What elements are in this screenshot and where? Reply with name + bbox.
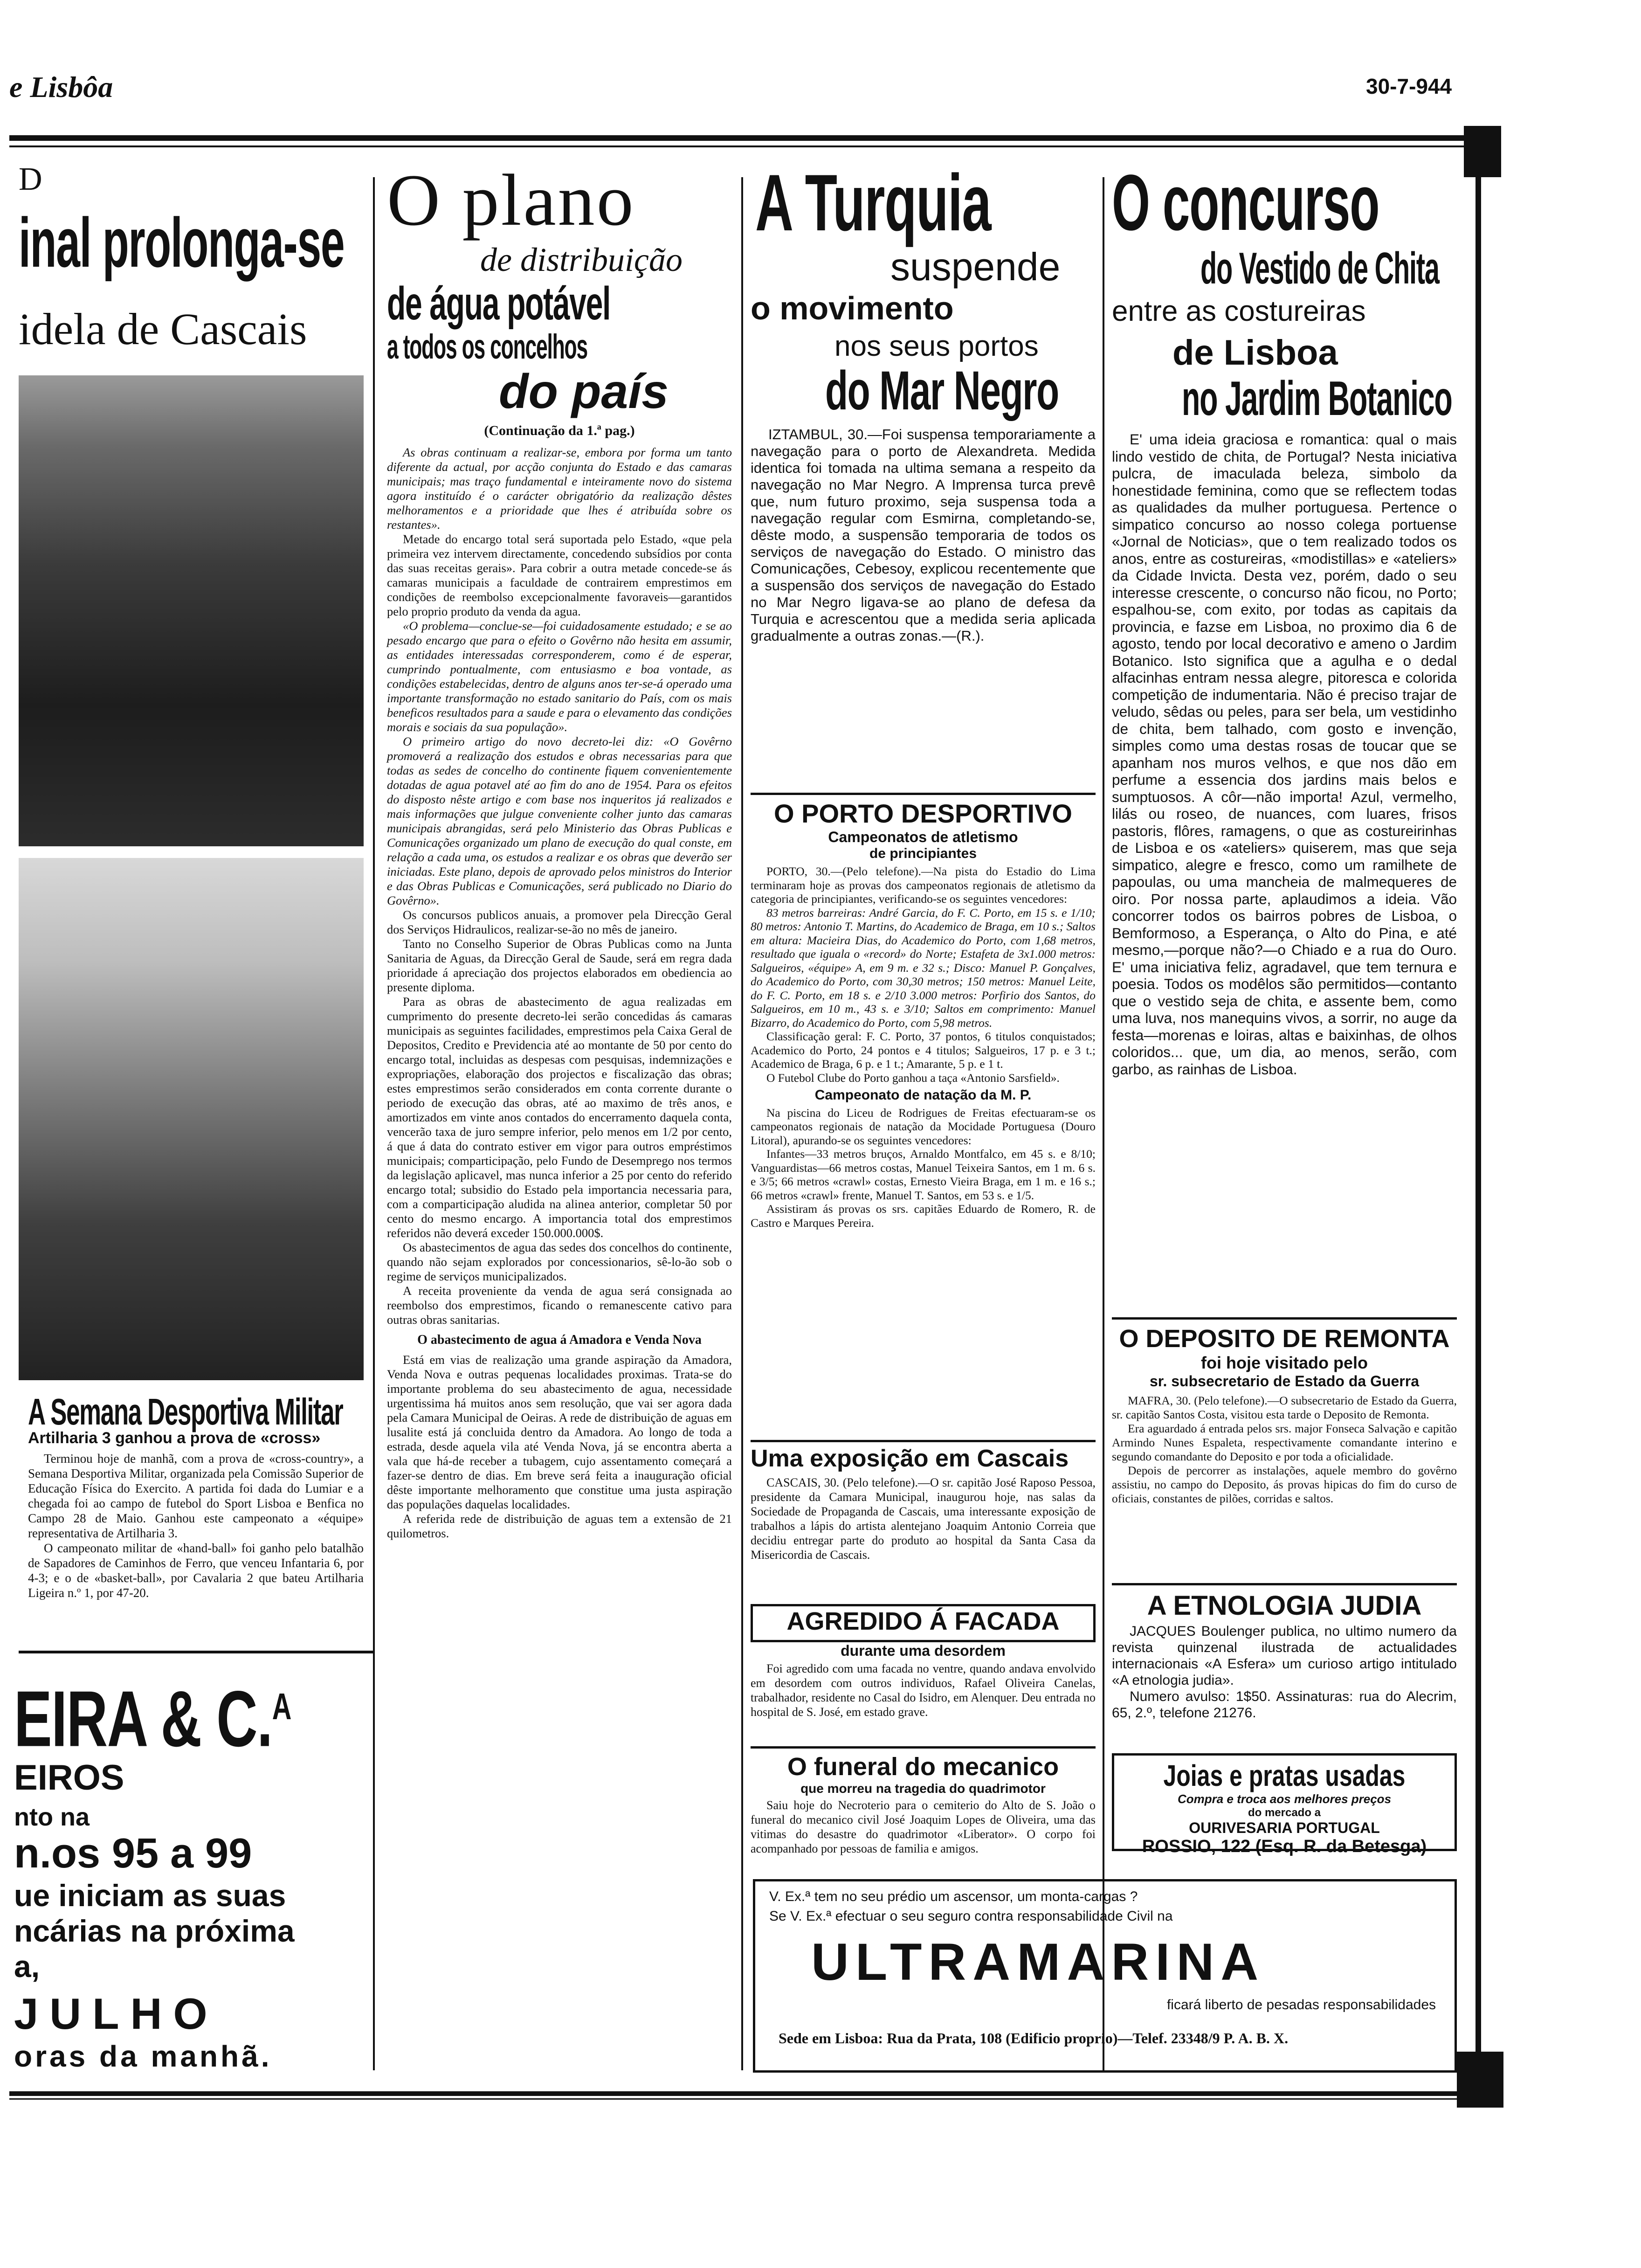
plano-paragraph: A referida rede de distribuição de aguas tem a extensão de 21 quilometros. <box>387 1512 732 1540</box>
porto-paragraph: O Futebol Clube do Porto ganhou a taça «Antonio Sarsfield». <box>766 1071 1060 1085</box>
plano-headline-5: do país <box>499 365 669 419</box>
ultramarina-tagline: ficará liberto de pesadas responsabilidades <box>1166 1997 1436 2012</box>
concurso-headline-4: de Lisboa <box>1172 333 1338 373</box>
top-rule-thin <box>9 145 1492 147</box>
plano-headline-3: de água potável <box>387 277 611 330</box>
ultramarina-address: Sede em Lisboa: Rua da Prata, 108 (Edificio proprio)—Telef. 23348/9 P. A. B. X. <box>779 2030 1289 2047</box>
porto-sub: Campeonatos de atletismo <box>828 829 1018 845</box>
porto-paragraph: Na piscina do Liceu de Rodrigues de Freitas efectuaram-se os campeonatos regionais de natação da Mocidade Portuguesa (Douro Litoral), apurando-se os seguintes vencedores: <box>751 1106 1096 1147</box>
plano-article <box>387 159 732 1541</box>
turquia-headline-5: do Mar Negro <box>825 360 1059 422</box>
plano-paragraph: Para as obras de abastecimento de agua realizadas em cumprimento do presente decreto-lei serão concedidas ás camaras municipais as seguintes facilidades, emprestimos pela Caixa Geral de Depositos, Credito e Previdencia até ao montante de 50 por cento do encargo total, incluidas as despesas com pesquisas, indemnizações e expropriações, elaboração dos projectos e fiscalização das obras; estes emprestimos serão considerados em conta corrente durante o periodo de execução das obras, até ao maximo de três anos, e amortizados em vinte anos contados do encerramento daquela conta, vencerão taxa de juro sempre inferior, pelo menos em 1/2 por cento, á que á data do contrato estiver em vigor para outros empréstimos municipais; comparticipação, pelo Fundo de Desemprego nos termos da legislação aplicavel, mas nunca inferior a 25 por cento do referido encargo total; subsidio do Estado pela importancia necessaria para, com a comparticipação aludida na alinea anterior, completar 50 por cento do mesmo encargo. A importancia total dos emprestimos referidos não deverá exceder 150.000.000$. <box>387 995 732 1240</box>
rule-funeral <box>751 1746 1096 1749</box>
joias-line: Compra e troca aos melhores preços <box>1177 1792 1392 1806</box>
plano-paragraph: Metade do encargo total será suportada pelo Estado, «que pela primeira vez intervem directamente, concedendo subsídios por conta das suas receitas gerais». Para cobrir a outra metade concede-se ás camaras municipais a faculdade de contrairem emprestimos em condições de reembolso excepcionalmente favoraveis—garantidos pelo proprio produto da venda da agua. <box>387 532 732 618</box>
ad-line: a, <box>14 1949 40 1984</box>
cascais-article <box>751 1445 1096 1562</box>
remonta-paragraph: Era aguardado á entrada pelos srs. major Fonseca Salvação e capitão Armindo Nunes Espaleta, respectivamente comandante interino e segundo comandante do Deposito e por toda a oficialidade. <box>1112 1422 1457 1463</box>
left-headline: inal prolonga-se <box>19 203 345 282</box>
porto-paragraph: Classificação geral: F. C. Porto, 37 pontos, 6 titulos conquistados; Academico do Porto, 24 pontos e 4 titulos; Salgueiros, 17 p. e 3 t.; Academico de Braga, 6 p. e 1 t.; Amarante, 5 p. e 1 t. <box>751 1030 1096 1071</box>
turquia-headline-2: suspende <box>890 245 1061 289</box>
plano-paragraph: «O problema—conclue-se—foi cuidadosamente estudado; e se ao pesado encargo que para o efeito o Govêrno não hesita em assumir, as entidades interessadas corresponderem, como é de esperar, cumprindo pontualmente, com entusiasmo e boa vontade, as condições estabelecidas, dentro de alguns anos ter-se-á operado uma importante transformação no estado sanitario do País, com os mais beneficos resultados para a saude e para o elevamento das condições morais e sociais da sua população». <box>387 619 732 734</box>
ad-line: nto na <box>14 1803 90 1831</box>
ad-line: ncárias na próxima <box>14 1913 295 1948</box>
waterfront-photo <box>19 858 364 1380</box>
agredido-article <box>751 1607 1096 1719</box>
ultramarina-line: V. Ex.ª tem no seu prédio um ascensor, um monta-cargas ? <box>769 1889 1138 1904</box>
turquia-body <box>751 426 1096 644</box>
left-advertisement <box>14 1665 373 2084</box>
porto-sub: Campeonato de natação da M. P. <box>814 1087 1032 1103</box>
plano-paragraph: O primeiro artigo do novo decreto-lei diz: «O Govêrno promoverá a realização dos estudos e obras necessarias para que todas as sedes de concelho do continente fiquem convenientemente dotadas de agua potavel até ao fim do ano de 1954. Para os efeitos do disposto nêste artigo e com base nos inqueritos já realizados e mais informações que julgue conveniente colher junto das camaras municipais abrangidas, será pelo Ministerio das Obras Publicas e Comunicações organizado um plano de execução do qual conste, em relação a cada uma, os estudos a realizar e os obras que deverão ser iniciadas. Este plano, depois de aprovado pelos ministros do Interior e das Obras Publicas e Comunicações, será publicado no Diario do Govêrno». <box>387 734 732 907</box>
masthead-date: 30-7-944 <box>1366 74 1452 98</box>
ad-line: EIROS <box>14 1757 124 1798</box>
etnologia-paragraph: JACQUES Boulenger publica, no ultimo numero da revista quinzenal ilustrada de actualidades internacionais «A Esfera» um curioso artigo intitulado «A etnologia judia». <box>1112 1624 1457 1688</box>
concurso-paragraph: E' uma ideia graciosa e romantica: qual o mais lindo vestido de chita, de Portugal? Nesta iniciativa pulcra, de imaculada beleza, simbolo da honestidade feminina, como que se reflectem todas as qualidades da mulher portuguesa. Pertence o simpatico concurso ao nosso colega portuense «Jornal de Noticias», que o tem realizado todos os anos, entre as costureiras, «modistillas» e «ateliers» da Cidade Invicta. Desta vez, porém, dado o seu interesse crescente, o concurso não ficou, no Porto; espalhou-se, com exito, por todas as capitais da provincia, e fazse em Lisboa, no proximo dia 6 de agosto, tendo por local decorativo e ameno o Jardim Botanico. Isto significa que a agulha e o dedal alfacinhas entram nessa alegre, pitoresca e colorida competição de indumentaria. Não é preciso trajar de veludo, sêdas ou peles, para ser bela, um vestidinho de chita, bem talhado, com gosto e invenção, simples como uma destas rosas de toucar que se apanham nos muros velhos, e que nos dão em perfume a essencia dos jardins mais belos e sumptuosos. A côr—não importa! Azul, vermelho, lilás ou roseo, de nuances, com luares, frisos pastoris, flôres, ramagens, o que as costureirinhas de Lisboa e os «ateliers» quiserem, mas que seja simpatico, alegre e fresco, como um ramilhete de papoulas, ou uma mancheia de malmequeres de oiro. Por nossa parte, aplaudimos a ideia. Vão concorrer todos os bairros pobres de Lisboa, o Bemformoso, a Esperança, o Alto do Pina, e até mesmo,—porque não?—o Chiado e a rua do Ouro. E' uma iniciativa feliz, agradavel, que tem ternura e poesia. Todos os modêlos são permitidos—contanto que o vestido seja de chita, e assente bem, como uma luva, nos manequins vivos, a sorrir, no auge da festa—morenas e loiras, altas e baixinhas, de olhos coloridos... que, um dia, ao menos, serão, com garbo, as rainhas de Lisboa. <box>1112 431 1457 1078</box>
joias-line: OURIVESARIA PORTUGAL <box>1189 1819 1380 1836</box>
plano-continuation: (Continuação da 1.ª pag.) <box>484 423 635 438</box>
top-rule <box>9 135 1492 141</box>
ad-line: ue iniciam as suas <box>14 1878 286 1913</box>
concurso-article <box>1112 159 1457 1078</box>
sport-subtitle: Artilharia 3 ganhou a prova de «cross» <box>28 1429 321 1447</box>
left-ad-rule <box>19 1651 373 1653</box>
ad-company-text: EIRA & C. <box>14 1674 272 1763</box>
masthead-paper-name: e Lisbôa <box>9 70 113 104</box>
remonta-article <box>1112 1324 1457 1506</box>
funeral-article <box>751 1752 1096 1856</box>
turquia-article <box>751 158 1096 644</box>
porto-paragraph: Assistiram ás provas os srs. capitães Eduardo de Romero, R. de Castro e Marques Pereira. <box>751 1202 1096 1230</box>
porto-paragraph: 83 metros barreiras: André Garcia, do F. C. Porto, em 15 s. e 1/10; 80 metros: Antonio T. Martins, do Academico de Braga, em 10 s.; Saltos em altura: Macieira Dias, do Academico do Porto, com 1,68 metros, resultado que iguala o «record» do Norte; Estafeta de 3x1.000 metros: Salgueiros, «équipe» A, em 9 m. e 32 s.; Disco: Manuel P. Gonçalves, do Academico do Porto, com 30,30 metros; 150 metros: Manuel Leite, do F. C. Porto, em 18 s. e 2/10 3.000 metros: Porfirio dos Santos, do Salgueiros, em 10 m., 43 s. e 3/10; Saltos em comprimento: Manuel Bizarro, do Academico do Porto, com 5,98 metros. <box>751 906 1096 1030</box>
remonta-paragraph: MAFRA, 30. (Pelo telefone).—O subsecretario de Estado da Guerra, sr. capitão Santos Costa, visitou esta tarde o Deposito de Remonta. <box>1112 1394 1457 1421</box>
sport-article <box>28 1392 364 1600</box>
plano-headline-2: de distribuição <box>480 241 683 278</box>
plano-subheading: O abastecimento de agua á Amadora e Venda Nova <box>417 1333 702 1347</box>
cascais-paragraph: CASCAIS, 30. (Pelo telefone).—O sr. capitão José Raposo Pessoa, presidente da Camara Municipal, inaugurou hoje, nas salas da Sociedade de Propaganda de Cascais, uma interessante exposição de trabalhos a lápis do artista alentejano Joaquim Antonio Correia que decidiu entregar parte do produto ao hospital da Santa Casa da Misericordia de Cascais. <box>751 1476 1096 1562</box>
remonta-paragraph: Depois de percorrer as instalações, aquele membro do govêrno assistiu, no campo do Deposito, ás provas hipicas do fim do curso de oficiais, constantes de pilões, corridas e saltos. <box>1112 1464 1457 1505</box>
porto-paragraph: Infantes—33 metros bruços, Arnaldo Montfalco, em 45 s. e 8/10; Vanguardistas—66 metros costas, Manuel Teixeira Santos, em 1 m. 6 s. e 3/5; 66 metros «crawl» costas, Ernesto Vieira Braga, em 1 m. e 16 s.; 66 metros «crawl» frente, Manuel T. Santos, em 53 s. e 1/5. <box>751 1147 1096 1202</box>
porto-title: O PORTO DESPORTIVO <box>774 799 1072 828</box>
turquia-headline-4: nos seus portos <box>834 330 1039 362</box>
left-subhead: idela de Cascais <box>19 304 307 354</box>
rule-porto <box>751 793 1096 795</box>
funeral-paragraph: Saiu hoje do Necroterio para o cemiterio do Alto de S. João o funeral do mecanico civil José Joaquim Lopes de Oliveira, uma das vitimas do desastre do quadrimotor «Liberator». O corpo foi acompanhado por pessoas de familia e amigos. <box>751 1798 1096 1855</box>
plano-paragraph: Tanto no Conselho Superior de Obras Publicas como na Junta Sanitaria de Aguas, da Direcção Geral de Saude, será em regra dada prioridade á apreciação dos projectos elaborados em obediencia ao presente diploma. <box>387 937 732 994</box>
remonta-sub: sr. subsecretario de Estado da Guerra <box>1149 1373 1419 1390</box>
plano-paragraph: As obras continuam a realizar-se, embora por forma um tanto diferente da actual, por acção conjunta do Estado e das camaras municipais; mas traço fundamental e inteiramente novo do sistema agora instituído é o carácter obrigatório da realização dêstes melhoramentos e a prioridade que lhes é atribuída sobre os restantes». <box>387 445 732 532</box>
turquia-headline-3: o movimento <box>751 290 954 326</box>
etnologia-price: Numero avulso: 1$50. Assinaturas: rua do Alecrim, 65, 2.º, telefone 21276. <box>1112 1689 1457 1721</box>
column-rule <box>373 177 375 2070</box>
funeral-title: O funeral do mecanico <box>787 1753 1059 1781</box>
etnologia-article <box>1112 1590 1457 1721</box>
agredido-sub: durante uma desordem <box>841 1642 1006 1659</box>
ad-company-name <box>14 1665 291 1763</box>
left-overline: D <box>19 161 42 197</box>
right-edge-rule <box>1476 177 1481 2052</box>
bottom-rule-thin <box>9 2098 1473 2100</box>
ad-line: n.os 95 a 99 <box>14 1830 252 1877</box>
concurso-headline-2: do Vestido de Chita <box>1200 243 1439 293</box>
agredido-paragraph: Foi agredido com uma facada no ventre, quando andava envolvido em desordem com outros individuos, Rafael Oliveira Canelas, trabalhador, residente no Casal do Isidro, em Alenquer. Deu entrada no hospital de S. José, em estado grave. <box>751 1662 1096 1719</box>
funeral-sub: que morreu na tragedia do quadrimotor <box>800 1781 1046 1796</box>
plano-headline-4: a todos os concelhos <box>387 327 587 366</box>
binding-block-top <box>1464 126 1501 177</box>
plano-paragraph: Os abastecimentos de agua das sedes dos concelhos do continente, quando não sejam explorados por concessionarios, sê-lo-ão sob o regime de serviços municipalizados. <box>387 1240 732 1283</box>
plano-paragraph: A receita proveniente da venda de agua será consignada ao reembolso dos emprestimos, ficando o remanescente cativo para outras obras sanitarias. <box>387 1284 732 1327</box>
plano-headline-1: O plano <box>387 159 635 241</box>
joias-ad <box>1112 1753 1457 1856</box>
ultramarina-ad <box>753 1879 1457 2073</box>
ultramarina-line: Se V. Ex.ª efectuar o seu seguro contra responsabilidade Civil na <box>769 1908 1173 1924</box>
rule-etnologia <box>1112 1583 1457 1585</box>
porto-sub: de principiantes <box>869 846 977 861</box>
remonta-title: O DEPOSITO DE REMONTA <box>1119 1325 1450 1353</box>
concurso-headline-3: entre as costureiras <box>1112 295 1366 327</box>
remonta-sub: foi hoje visitado pelo <box>1200 1353 1368 1372</box>
cascais-title: Uma exposição em Cascais <box>751 1445 1069 1472</box>
ad-line: JULHO <box>14 1989 219 2038</box>
rule-cascais <box>751 1440 1096 1442</box>
porto-paragraph: PORTO, 30.—(Pelo telefone).—Na pista do Estadio do Lima terminaram hoje as provas dos campeonatos regionais de atletismo da categoria de principiantes, verificando-se os seguintes vencedores: <box>751 864 1096 906</box>
turquia-paragraph: IZTAMBUL, 30.—Foi suspensa temporariamente a navegação para o porto de Alexandreta. Medida identica foi tomada na ultima semana a respeito da navegação no Mar Negro. A Imprensa turca prevê que, num futuro proximo, seja suspensa toda a navegação regular com Esmirna, completando-se, dêste modo, a suspensão temporaria de todos os serviços de navegação do Estado. O ministro das Comunicações, Cebesoy, explicou recentemente que a suspensão dos serviços de navegação do Estado no Mar Negro ligava-se ao plano de defesa da Turquia e acrescentou que a medida seria aplicada gradualmente a outras zonas.—(R.). <box>751 426 1096 644</box>
joias-line: ROSSIO, 122 (Esq. R. da Betesga) <box>1142 1837 1427 1856</box>
etnologia-title: A ETNOLOGIA JUDIA <box>1147 1590 1422 1621</box>
joias-title: Joias e pratas usadas <box>1163 1759 1406 1792</box>
turquia-headline-1: A Turquia <box>755 158 991 248</box>
column-rule <box>1103 177 1104 2070</box>
bottom-rule <box>9 2091 1473 2096</box>
sport-paragraph: Terminou hoje de manhã, com a prova de «cross-country», a Semana Desportiva Militar, organizada pela Comissão Superior de Educação Física do Exercito. A partida foi dada do Lumiar e a chegada foi ao campo de futebol do Sport Lisboa e Benfica no Campo 28 de Maio. Ganhou este campeonato a «équipe» representativa de Artilharia 3. <box>28 1452 364 1540</box>
ultramarina-brand: ULTRAMARINA <box>811 1933 1265 1991</box>
column-rule <box>741 177 743 2070</box>
ad-company-sup: A <box>272 1686 291 1727</box>
rule-remonta <box>1112 1317 1457 1320</box>
plano-paragraph: Os concursos publicos anuais, a promover pela Direcção Geral dos Serviços Hidraulicos, realizar-se-ão no mês de janeiro. <box>387 908 732 936</box>
agredido-title: AGREDIDO Á FACADA <box>786 1607 1060 1635</box>
harbor-photo <box>19 375 364 846</box>
plano-paragraph: Está em vias de realização uma grande aspiração da Amadora, Venda Nova e outras pequenas localidades proximas. Trata-se do importante problema do seu abastecimento de agua, necessidade urgentissima há muitos anos sem resolução, que vai ser agora dada pela Camara Municipal de Oeiras. A rede de distribuição de aguas em lusalite está já concluida dentro da Amadora. Ao longo de toda a estrada, desde aquela vila até Venda Nova, já se encontra aberta a vala que há-de receber a tubagem, cujo assentamento começará a fazer-se dentro de dias. Em breve será feita a inauguração oficial dêste importante melhoramento que constitue uma justa aspiração das populações daquelas localidades. <box>387 1353 732 1511</box>
sport-title: A Semana Desportiva Militar <box>28 1391 343 1432</box>
concurso-headline-5: no Jardim Botanico <box>1182 372 1452 426</box>
sport-paragraph: O campeonato militar de «hand-ball» foi ganho pelo batalhão de Sapadores de Caminhos de Ferro, que venceu Infantaria 6, por 4-3; e o de «basket-ball», por Cavalaria 2 que bateu Artilharia Ligeira n.º 1, por 47-20. <box>28 1541 364 1600</box>
joias-line: do mercado a <box>1248 1806 1321 1819</box>
ad-line: oras da manhã. <box>14 2039 272 2073</box>
concurso-headline-1: O concurso <box>1112 159 1379 247</box>
porto-article <box>751 798 1096 1230</box>
